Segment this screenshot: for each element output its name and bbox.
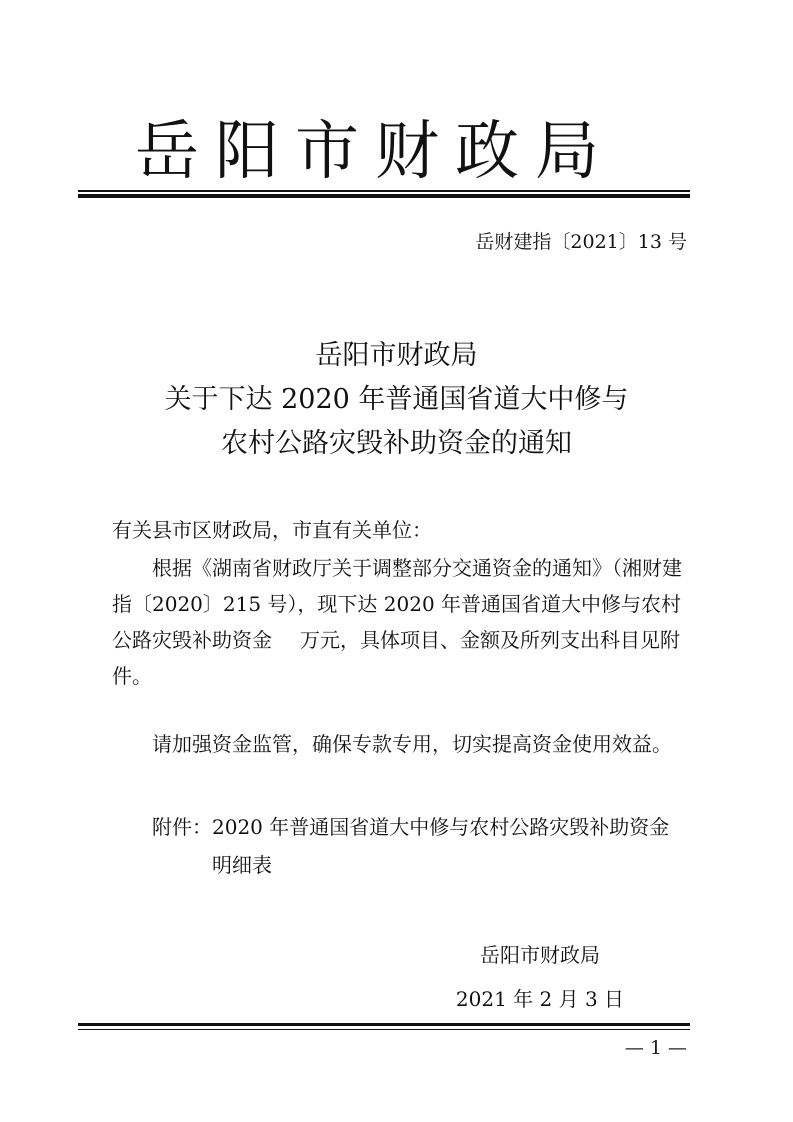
document-number: 岳财建指〔2021〕13 号 <box>475 231 687 253</box>
footer-rule-thick <box>78 1023 690 1026</box>
attachment-line-2: 明细表 <box>212 853 272 877</box>
title-line-3: 农村公路灾毁补助资金的通知 <box>221 428 572 459</box>
masthead-rule-thick <box>78 194 690 198</box>
masthead-rule-thin <box>78 190 690 192</box>
signature-date: 2021 年 2 月 3 日 <box>455 987 625 1011</box>
footer-rule-thin <box>78 1029 690 1030</box>
title-line-2: 关于下达 2020 年普通国省道大中修与 <box>164 384 629 415</box>
attachment-line-1: 附件：2020 年普通国省道大中修与农村公路灾毁补助资金 <box>152 815 670 839</box>
body-paragraph-1-part-a: 根据《湖南省财政厅关于调整部分交通资金的通知》（湘财建指〔2020〕215 号），现下达 2020 年普通国省道大中修与农村公路灾毁补助资金 <box>112 556 682 652</box>
masthead-title: 岳阳市财政局 <box>135 115 615 189</box>
title-line-1: 岳阳市财政局 <box>315 340 478 371</box>
body-paragraph-1 <box>112 550 690 694</box>
body-paragraph-2: 请加强资金监管，确保专款专用，切实提高资金使用效益。 <box>152 732 672 756</box>
body-paragraph-1-part-b: 万元，具体项目、金额及所列支出科目见附件。 <box>112 628 680 688</box>
salutation: 有关县市区财政局，市直有关单位： <box>112 518 432 542</box>
attachment-note <box>152 808 692 884</box>
page-number: — 1 — <box>624 1037 687 1059</box>
signature-org: 岳阳市财政局 <box>480 943 600 967</box>
